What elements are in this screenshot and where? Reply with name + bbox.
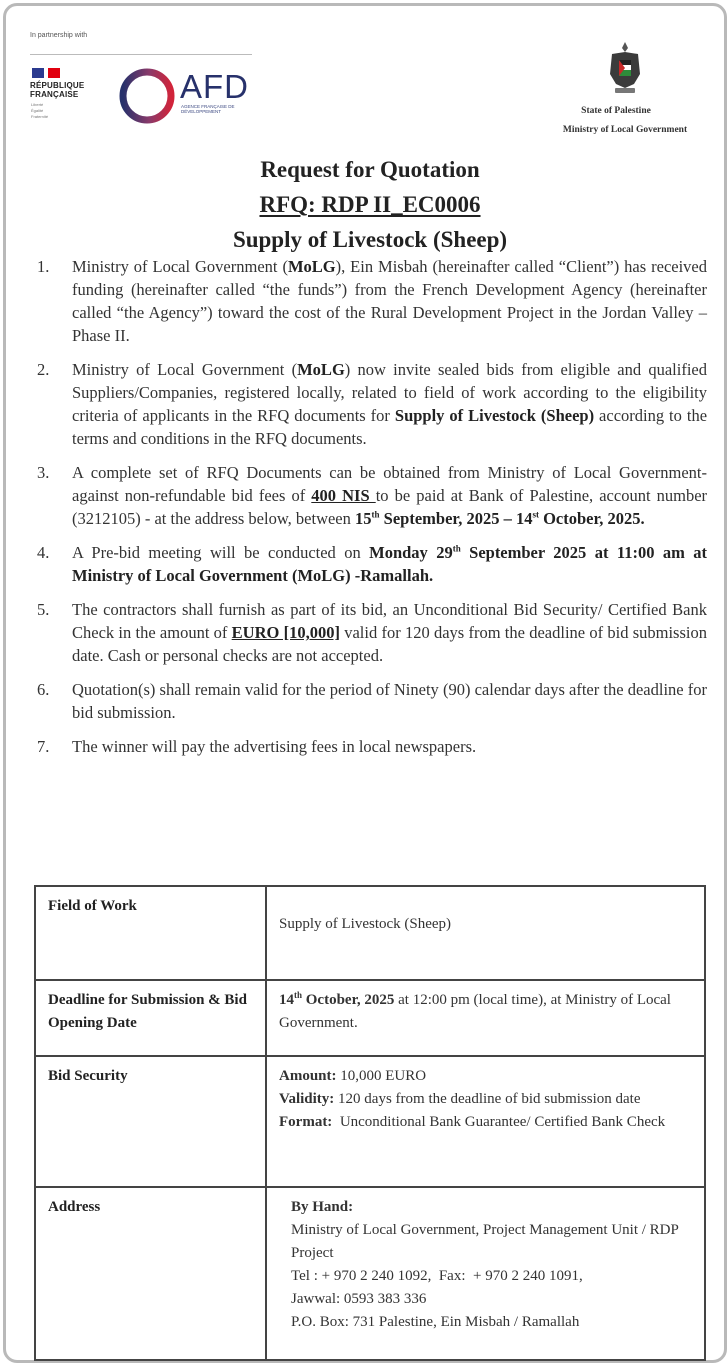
address-line: Ministry of Local Government, Project Management Unit / RDP Project [291,1222,679,1261]
list-item [37,358,707,450]
rfq-reference-text: RFQ: RDP II_EC0006 [259,192,481,217]
ordinal-suffix: st [532,509,539,520]
bid-security-amount-line [279,1065,692,1088]
item-number: 2. [37,360,50,379]
contact-mobile: Jawwal: 0593 383 336 [291,1291,427,1307]
text: October, 2025 [302,992,395,1008]
bid-security-format-line [279,1111,692,1134]
partner-label: In partnership with [30,32,88,39]
po-box: P.O. Box: 731 Palestine, Ein Misbah / Ramallah [291,1314,580,1330]
rfq-reference [6,187,728,222]
text: September 2025 at 11:00 am at Ministry of Local Government (MoLG) -Ramallah. [72,543,707,585]
field-label: Validity: [279,1091,335,1107]
ministry-name: Ministry of Local Government [562,125,688,135]
title-block [6,152,728,257]
text: valid for 120 days from the deadline of bid submission date. Cash or personal checks are not accepted. [72,623,707,665]
text: October, 2025. [538,509,645,528]
text: Ministry of Local Government ( [72,257,288,276]
text: 15 [355,509,372,528]
text: according to the terms and conditions in the RFQ documents. [72,406,708,448]
rfq-subject: Supply of Livestock (Sheep) [232,227,508,252]
list-item [37,255,707,347]
bold-text: MoLG [287,257,336,276]
bold-text: MoLG [297,360,345,379]
republique-francaise-logo-text [30,81,84,99]
rfq-summary-table [34,885,706,1361]
item-text: Quotation(s) shall remain valid for the period of Ninety (90) calendar days after the deadline for bid submission. [72,680,707,722]
item-number: 1. [37,257,50,276]
item-text [72,255,707,347]
item-text [72,358,707,450]
afd-ring-logo-icon [117,66,177,126]
row-value [266,1187,705,1360]
row-value [266,1056,705,1187]
row-label: Deadline for Submission & Bid Opening Date [35,980,266,1056]
field-value: 10,000 EURO [336,1068,427,1084]
ordinal-suffix: th [452,543,461,554]
contact-phone-fax: Tel : + 970 2 240 1092, Fax: + 970 2 240 1091, [291,1268,583,1284]
rf-line2: FRANÇAISE [30,90,79,99]
table-row [35,1187,705,1360]
list-item [37,541,707,587]
item-number: 6. [37,680,50,699]
text: Monday 29 [369,543,453,562]
field-label: Amount: [279,1068,337,1084]
item-text [72,541,707,587]
row-label: Field of Work [35,886,266,980]
item-number: 5. [37,600,50,619]
bid-security-validity-line [279,1088,692,1111]
rf-line1: RÉPUBLIQUE [30,81,85,90]
by-hand-label [291,1196,692,1219]
numbered-conditions-list [37,255,707,769]
row-value: Supply of Livestock (Sheep) [266,886,705,980]
bid-fee-amount: 400 NIS [311,486,376,505]
item-number: 4. [37,543,50,562]
text: A Pre-bid meeting will be conducted on [72,543,370,562]
palestine-eagle-emblem-icon [606,40,644,96]
item-number: 3. [37,463,50,482]
text: Ministry of Local Government ( [72,360,298,379]
item-text [72,461,707,530]
text: ), Ein Misbah (hereinafter called “Client”) has received funding (hereinafter called “the funds”) from the French Development Agency (hereinafter called “the Agency”) toward the cost of the Rural Development Project in the Jordan Valley – Phase II. [72,257,707,345]
document-frame [3,3,727,1363]
text: at 12:00 pm (local time), at Ministry of Local Government. [279,992,671,1031]
field-value: 120 days from the deadline of bid submission date [334,1091,641,1107]
list-item [37,598,707,667]
ordinal-suffix: th [371,509,380,520]
document-availability-dates [355,509,645,528]
list-item [37,678,707,724]
republique-francaise-flag-icon [32,68,60,78]
republique-motto: Liberté Égalité Fraternité [31,102,49,119]
field-label: Format: [279,1114,333,1130]
state-of-palestine: State of Palestine [581,106,651,116]
afd-subtitle: AGENCE FRANÇAISE DE DÉVELOPPEMENT [181,104,235,114]
row-label: Bid Security [35,1056,266,1187]
bid-security-amount: EURO [10,000] [231,623,340,642]
deadline-date [279,992,394,1008]
table-row [35,886,705,980]
text: A complete set of RFQ Documents can be obtained from Ministry of Local Government- against non-refundable bid fees of [72,463,707,505]
text: ) now invite sealed bids from eligible and qualified Suppliers/Companies, registered locally, related to field of work according to the eligibility criteria of applicants in the RFQ documents for [72,360,707,425]
rfq-advertisement [6,6,724,1360]
item-text: The winner will pay the advertising fees in local newspapers. [72,737,477,756]
table-row [35,1056,705,1187]
list-item [37,461,707,530]
text: 14 [279,992,294,1008]
row-value [266,980,705,1056]
item-text [72,598,707,667]
bold-text: Supply of Livestock (Sheep) [394,406,595,425]
field-value: Unconditional Bank Guarantee/ Certified Bank Check [332,1114,666,1130]
text: to be paid at Bank of Palestine, account number (3212105) - at the address below, between [72,486,708,528]
row-label: Address [35,1187,266,1360]
list-item [37,735,707,758]
table-row [35,980,705,1056]
ordinal-suffix: th [294,990,303,1000]
page-title: Request for Quotation [260,157,480,182]
partner-divider [30,54,252,55]
afd-logo-text: AFD [180,68,249,105]
field-label: By Hand: [291,1199,354,1215]
item-number: 7. [37,737,50,756]
text: The contractors shall furnish as part of its bid, an Unconditional Bid Security/ Certified Bank Check in the amount of [72,600,707,642]
ministry-letterhead [526,102,706,140]
text: September, 2025 – 14 [379,509,533,528]
